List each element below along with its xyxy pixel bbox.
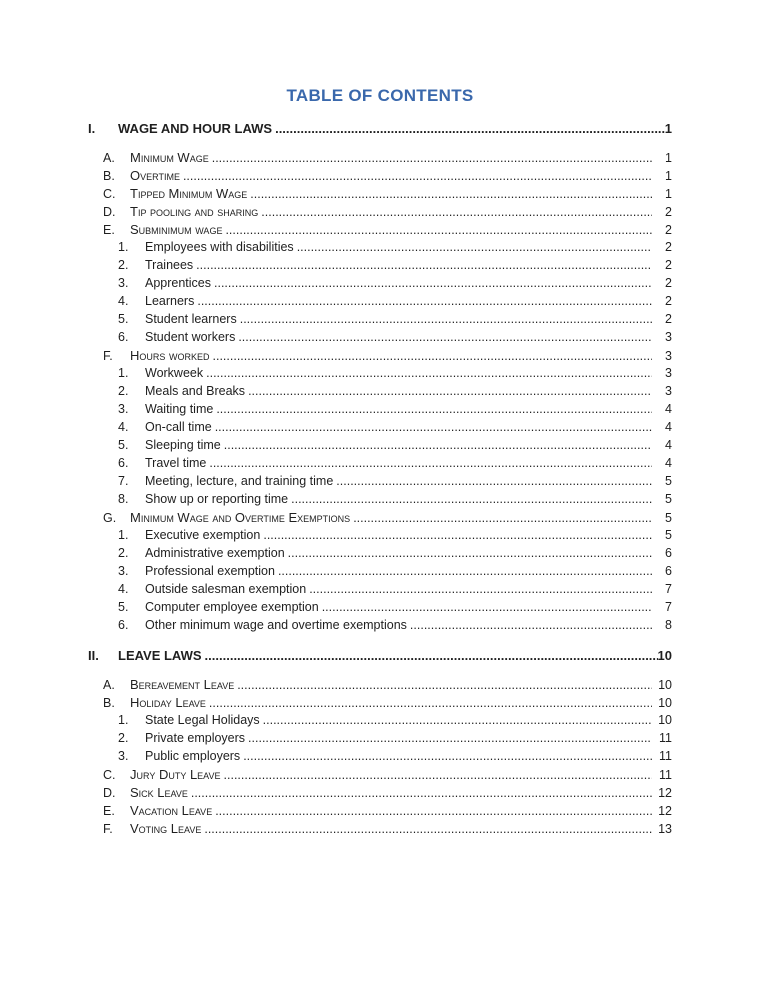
entry-label: Computer employee exemption	[145, 600, 319, 614]
dot-leader	[209, 456, 652, 470]
toc-entry-num[interactable]	[118, 546, 672, 564]
entry-marker: 2.	[118, 258, 129, 272]
entry-page: 2	[665, 312, 672, 326]
toc-entry-letter[interactable]	[103, 767, 672, 785]
dot-leader	[291, 492, 652, 506]
dot-leader	[237, 678, 652, 692]
entry-page: 3	[665, 330, 672, 344]
entry-page: 10	[658, 678, 672, 692]
dot-leader	[212, 151, 652, 165]
dot-leader	[263, 713, 652, 727]
dot-leader	[278, 564, 652, 578]
entry-label: Waiting time	[145, 402, 214, 416]
entry-marker: C.	[103, 187, 116, 201]
dot-leader	[297, 240, 652, 254]
toc-entry-letter[interactable]	[103, 695, 672, 713]
toc-entry-letter[interactable]	[103, 204, 672, 222]
entry-marker: 4.	[118, 582, 129, 596]
entry-page: 1	[665, 169, 672, 183]
entry-marker: B.	[103, 696, 115, 710]
toc-entry-num[interactable]	[118, 384, 672, 402]
entry-page: 11	[659, 731, 672, 745]
toc-entry-letter[interactable]	[103, 222, 672, 240]
entry-marker: D.	[103, 786, 116, 800]
toc-entry-num[interactable]	[118, 492, 672, 510]
dot-leader	[410, 618, 652, 632]
toc-title: TABLE OF CONTENTS	[286, 86, 474, 105]
entry-label: Learners	[145, 294, 195, 308]
dot-leader	[322, 600, 652, 614]
toc-entry-num[interactable]	[118, 420, 672, 438]
entry-marker: C.	[103, 768, 116, 782]
dot-leader	[213, 349, 652, 363]
toc-entry-num[interactable]	[118, 240, 672, 258]
entry-label: State Legal Holidays	[145, 713, 260, 727]
dot-leader	[238, 330, 652, 344]
entry-marker: G.	[103, 511, 117, 525]
entry-marker: 2.	[118, 731, 129, 745]
toc-entry-num[interactable]	[118, 366, 672, 384]
dot-leader	[183, 169, 652, 183]
dot-leader	[205, 648, 658, 663]
entry-label: Employees with disabilities	[145, 240, 294, 254]
entry-page: 10	[658, 713, 672, 727]
entry-label: Overtime	[130, 168, 180, 183]
entry-marker: I.	[88, 121, 96, 136]
entry-label: LEAVE LAWS	[118, 648, 202, 663]
entry-label: Meals and Breaks	[145, 384, 246, 398]
entry-page: 2	[665, 205, 672, 219]
entry-page: 5	[665, 528, 672, 542]
entry-label: Workweek	[145, 366, 204, 380]
dot-leader	[309, 582, 652, 596]
toc-section-heading[interactable]	[88, 648, 672, 666]
entry-marker: 6.	[118, 456, 129, 470]
entry-page: 12	[658, 804, 672, 818]
entry-page: 3	[665, 366, 672, 380]
entry-marker: 2.	[118, 546, 129, 560]
toc-entry-num[interactable]	[118, 294, 672, 312]
entry-label: Bereavement Leave	[130, 677, 235, 692]
entry-page: 10	[657, 648, 672, 663]
entry-page: 6	[665, 564, 672, 578]
entry-page: 5	[665, 474, 672, 488]
toc-entry-letter[interactable]	[103, 168, 672, 186]
entry-label: Outside salesman exemption	[145, 582, 307, 596]
entry-marker: A.	[103, 678, 115, 692]
entry-label: Trainees	[145, 258, 194, 272]
entry-marker: F.	[103, 822, 113, 836]
entry-page: 7	[665, 582, 672, 596]
entry-marker: 5.	[118, 312, 129, 326]
entry-page: 4	[665, 402, 672, 416]
toc-entry-letter[interactable]	[103, 785, 672, 803]
entry-marker: 8.	[118, 492, 129, 506]
entry-marker: 1.	[118, 240, 129, 254]
entry-label: Subminimum wage	[130, 222, 223, 237]
entry-page: 1	[665, 187, 672, 201]
dot-leader	[288, 546, 652, 560]
entry-page: 8	[665, 618, 672, 632]
dot-leader	[196, 258, 652, 272]
entry-page: 4	[665, 438, 672, 452]
entry-page: 3	[665, 384, 672, 398]
dot-leader	[224, 438, 652, 452]
toc-entry-num[interactable]	[118, 582, 672, 600]
entry-marker: 6.	[118, 330, 129, 344]
entry-marker: 7.	[118, 474, 129, 488]
entry-marker: 5.	[118, 438, 129, 452]
entry-marker: 4.	[118, 294, 129, 308]
entry-label: WAGE AND HOUR LAWS	[118, 121, 273, 136]
entry-marker: 4.	[118, 420, 129, 434]
entry-page: 5	[665, 511, 672, 525]
entry-label: Tip pooling and sharing	[130, 204, 259, 219]
dot-leader	[204, 822, 652, 836]
entry-marker: 3.	[118, 749, 129, 763]
toc-entry-num[interactable]	[118, 618, 672, 636]
dot-leader	[243, 749, 652, 763]
dot-leader	[248, 384, 652, 398]
toc-entry-num[interactable]	[118, 312, 672, 330]
entry-label: Public employers	[145, 749, 241, 763]
toc-entry-num[interactable]	[118, 713, 672, 731]
dot-leader	[336, 474, 652, 488]
toc-entry-letter[interactable]	[103, 348, 672, 366]
entry-label: Student learners	[145, 312, 237, 326]
entry-page: 11	[659, 749, 672, 763]
entry-label: Professional exemption	[145, 564, 275, 578]
entry-page: 1	[665, 151, 672, 165]
dot-leader	[263, 528, 652, 542]
toc-entry-num[interactable]	[118, 402, 672, 420]
dot-leader	[191, 786, 652, 800]
entry-label: On-call time	[145, 420, 212, 434]
toc-entry-letter[interactable]	[103, 803, 672, 821]
entry-marker: E.	[103, 223, 115, 237]
toc-entry-letter[interactable]	[103, 186, 672, 204]
dot-leader	[225, 223, 652, 237]
entry-label: Voting Leave	[130, 821, 202, 836]
toc-entry-num[interactable]	[118, 438, 672, 456]
entry-page: 1	[664, 121, 672, 136]
entry-label: Other minimum wage and overtime exemptions	[145, 618, 407, 632]
entry-marker: 1.	[118, 528, 129, 542]
entry-page: 6	[665, 546, 672, 560]
dot-leader	[216, 402, 652, 416]
toc-entry-num[interactable]	[118, 330, 672, 348]
toc-entry-num[interactable]	[118, 731, 672, 749]
entry-label: Apprentices	[145, 276, 212, 290]
toc-section-heading[interactable]	[88, 121, 672, 139]
entry-label: Executive exemption	[145, 528, 261, 542]
dot-leader	[261, 205, 652, 219]
entry-marker: 3.	[118, 276, 129, 290]
entry-page: 5	[665, 492, 672, 506]
toc-entry-num[interactable]	[118, 258, 672, 276]
entry-page: 2	[665, 294, 672, 308]
entry-marker: F.	[103, 349, 113, 363]
entry-page: 3	[665, 349, 672, 363]
entry-label: Travel time	[145, 456, 207, 470]
entry-marker: A.	[103, 151, 115, 165]
entry-page: 10	[658, 696, 672, 710]
entry-marker: B.	[103, 169, 115, 183]
toc-entry-num[interactable]	[118, 276, 672, 294]
entry-page: 2	[665, 240, 672, 254]
entry-label: Jury Duty Leave	[130, 767, 221, 782]
dot-leader	[224, 768, 652, 782]
entry-label: Tipped Minimum Wage	[130, 186, 248, 201]
entry-marker: 2.	[118, 384, 129, 398]
entry-page: 12	[658, 786, 672, 800]
entry-label: Private employers	[145, 731, 246, 745]
entry-marker: E.	[103, 804, 115, 818]
toc-list	[88, 121, 672, 839]
entry-marker: 3.	[118, 402, 129, 416]
dot-leader	[206, 366, 652, 380]
entry-label: Sleeping time	[145, 438, 221, 452]
dot-leader	[214, 276, 652, 290]
entry-label: Show up or reporting time	[145, 492, 289, 506]
toc-entry-letter[interactable]	[103, 677, 672, 695]
entry-page: 2	[665, 223, 672, 237]
dot-leader	[240, 312, 652, 326]
entry-marker: II.	[88, 648, 99, 663]
entry-marker: 1.	[118, 713, 129, 727]
entry-marker: 5.	[118, 600, 129, 614]
dot-leader	[215, 804, 652, 818]
entry-label: Minimum Wage and Overtime Exemptions	[130, 510, 351, 525]
toc-entry-letter[interactable]	[103, 821, 672, 839]
entry-marker: 6.	[118, 618, 129, 632]
entry-marker: 3.	[118, 564, 129, 578]
dot-leader	[250, 187, 652, 201]
entry-label: Minimum Wage	[130, 150, 209, 165]
toc-entry-num[interactable]	[118, 600, 672, 618]
entry-page: 13	[658, 822, 672, 836]
entry-marker: 1.	[118, 366, 129, 380]
entry-page: 2	[665, 258, 672, 272]
toc-entry-num[interactable]	[118, 528, 672, 546]
entry-page: 4	[665, 456, 672, 470]
toc-entry-num[interactable]	[118, 749, 672, 767]
dot-leader	[197, 294, 652, 308]
dot-leader	[275, 121, 665, 136]
dot-leader	[215, 420, 652, 434]
entry-page: 7	[665, 600, 672, 614]
entry-label: Vacation Leave	[130, 803, 213, 818]
toc-entry-letter[interactable]	[103, 150, 672, 168]
dot-leader	[209, 696, 652, 710]
entry-label: Meeting, lecture, and training time	[145, 474, 334, 488]
entry-label: Holiday Leave	[130, 695, 206, 710]
dot-leader	[248, 731, 652, 745]
entry-page: 2	[665, 276, 672, 290]
toc-entry-num[interactable]	[118, 474, 672, 492]
toc-entry-num[interactable]	[118, 564, 672, 582]
entry-label: Student workers	[145, 330, 236, 344]
entry-label: Administrative exemption	[145, 546, 285, 560]
toc-entry-letter[interactable]	[103, 510, 672, 528]
entry-label: Sick Leave	[130, 785, 188, 800]
entry-page: 4	[665, 420, 672, 434]
toc-entry-num[interactable]	[118, 456, 672, 474]
entry-label: Hours worked	[130, 348, 210, 363]
entry-marker: D.	[103, 205, 116, 219]
dot-leader	[353, 511, 652, 525]
entry-page: 11	[659, 768, 672, 782]
